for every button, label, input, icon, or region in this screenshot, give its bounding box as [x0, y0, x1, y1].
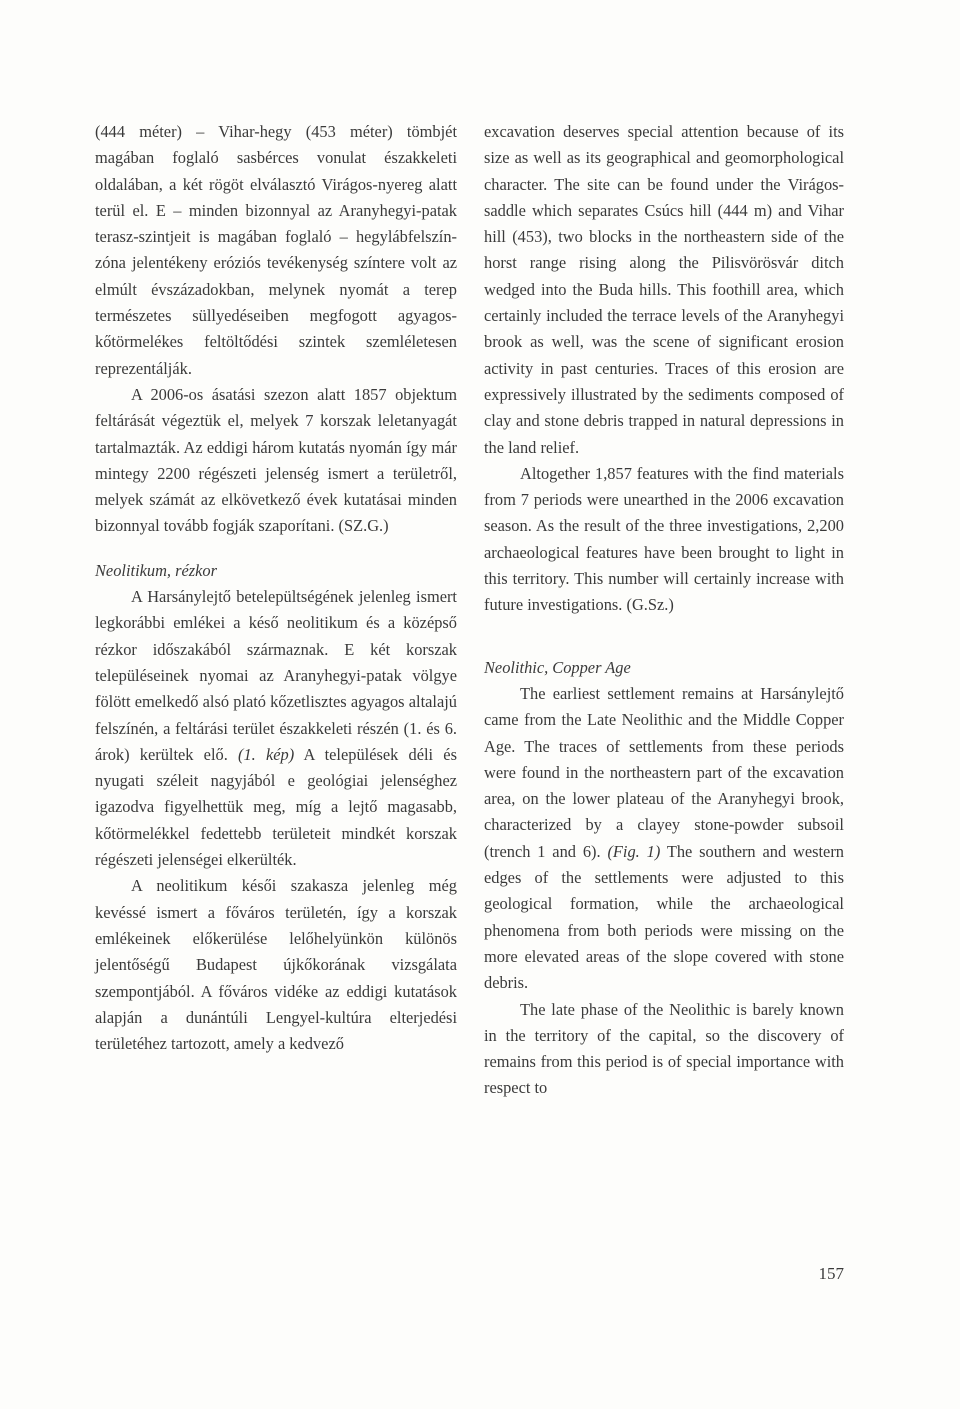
paragraph: The late phase of the Neolithic is barely known in the territory of the capital, so the discovery of remains from this period is of special importance with respect to — [484, 999, 844, 1098]
paragraph — [95, 584, 457, 873]
paragraph: (444 méter) – Vihar-hegy (453 méter) tömbjét magában foglaló sasbérces vonulat északkeleti oldalában, a két rögöt elválasztó Virágos-nyereg alatt terül el. E – minden bizonnyal az Aranyhegyi-patak terasz-szintjeit is magában foglaló – hegylábfelszín-zóna jelentékeny eróziós tevékenység színtere volt az elmúlt évszázadokban, melynek nyomát a terep természetes süllyedéseiben megfogott agyagos-kőtörmelékes feltöltődési szintek szemléletesen reprezentálják. — [95, 122, 457, 378]
paragraph: excavation deserves special attention because of its size as well as its geographical and geomorphological character. The site can be found under the Virágos-saddle which separates Csúcs hill (444 m) and Vihar hill (453), two blocks in the northeastern side of the horst range rising along the Pilisvörösvár ditch wedged into the Buda hills. This foothill area, which certainly included the terrace levels of the Aranyhegyi brook as well, was the scene of significant erosion activity in past centuries. Traces of this erosion are expressively illustrated by the sediments composed of clay and stone debris trapped in natural depressions in the land relief. — [484, 122, 844, 457]
figure-reference: (1. kép) — [238, 744, 295, 764]
paragraph: Altogether 1,857 features with the find materials from 7 periods were unearthed in the 2006 excavation season. As the result of the three investigations, 2,200 archaeological features have been brought to light in this territory. This number will certainly increase with future investigations. (G.Sz.) — [484, 463, 844, 615]
english-column — [484, 119, 844, 1102]
paragraph-text: The southern and western edges of the settlements were adjusted to this geological formation, while the archaeological phenomena from both periods were missing on the more elevated areas of the slope covered with stone debris. — [484, 841, 844, 993]
paragraph — [484, 681, 844, 997]
page-number: 157 — [818, 1264, 844, 1283]
section-heading: Neolithic, Copper Age — [484, 657, 631, 677]
paragraph-text: A Harsánylejtő betelepültségének jelenleg ismert legkorábbi emlékei a késő neolitikum és a középső rézkor időszakából származnak. E két korszak településeinek nyomai az Aranyhegyi-patak völgye fölött emelkedő alsó plató kőzetlisztes agyagos altalajú felszínén, a feltárási terület északkeleti részén (1. és 6. árok) kerültek elő. — [95, 587, 457, 764]
paragraph: A neolitikum késői szakasza jelenleg még kevéssé ismert a főváros területén, így a korszak emlékeinek előkerülése lelőhelyünkön különös jelentőségű Budapest újkőkorának vizsgálata szempontjából. A főváros vidéke az eddigi kutatások alapján a dunántúli Lengyel-kultúra elterjedési területéhez tartozott, amely a kedvező — [95, 876, 457, 1054]
hungarian-column — [95, 119, 457, 1057]
paragraph-text: A települések déli és nyugati széleit nagyjából e geológiai jelenséghez igazodva figyelhettük meg, míg a lejtő magasabb, kőtörmelékkel fedettebb területeit mindkét korszak régészeti jelenségei elkerülték. — [95, 744, 457, 870]
section-heading: Neolitikum, rézkor — [95, 560, 218, 580]
paragraph: A 2006-os ásatási szezon alatt 1857 objektum feltárását végeztük el, melyek 7 korszak leletanyagát tartalmazták. Az eddigi három kutatás nyomán így már mintegy 2200 régészeti jelenség ismert a területről, melyek számát az elkövetkező évek kutatásai minden bizonnyal tovább fogják szaporítani. (SZ.G.) — [95, 384, 457, 536]
paragraph-text: The earliest settlement remains at Harsánylejtő came from the Late Neolithic and the Middle Copper Age. The traces of settlements from these periods were found in the northeastern part of the excavation area, on the lower plateau of the Aranyhegyi brook, characterized by a clayey stone-powder subsoil (trench 1 and 6). — [484, 683, 844, 861]
figure-reference: (Fig. 1) — [607, 841, 661, 861]
